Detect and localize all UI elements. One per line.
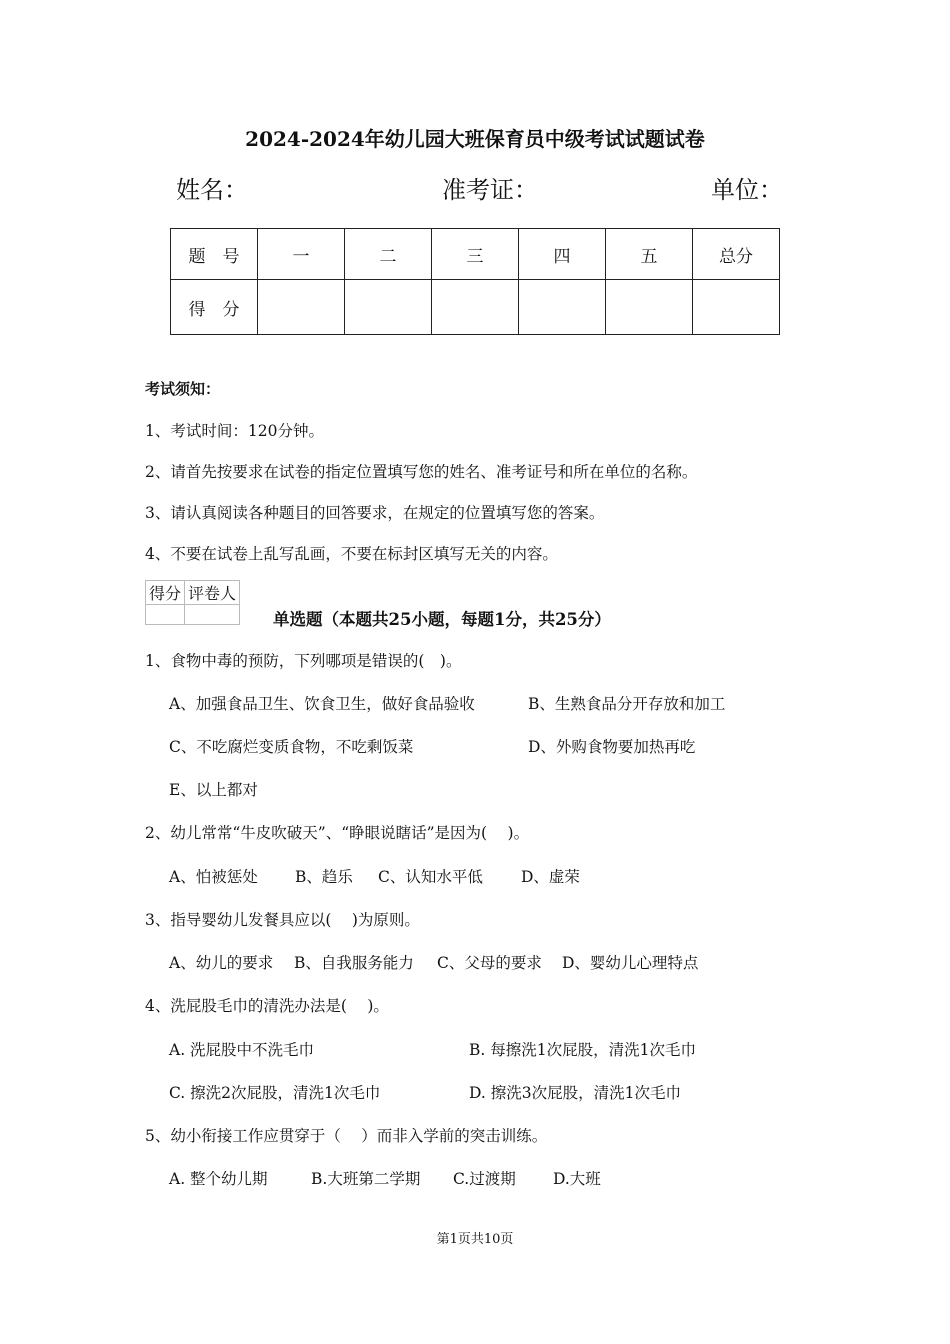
score-cell[interactable] bbox=[606, 280, 693, 335]
answer-option: D、外购食物要加热再吃 bbox=[528, 738, 696, 756]
grader-score-cell[interactable] bbox=[146, 605, 185, 625]
answer-option: A、幼儿的要求 bbox=[169, 954, 274, 972]
grader-name-cell[interactable] bbox=[185, 605, 240, 625]
unit-field-label: 单位： bbox=[711, 176, 783, 204]
answer-option: B、自我服务能力 bbox=[294, 954, 414, 972]
answer-option: D、虚荣 bbox=[521, 868, 580, 886]
question-stem: 5、幼小衔接工作应贯穿于（ ）而非入学前的突击训练。 bbox=[145, 1127, 548, 1145]
score-cell[interactable] bbox=[519, 280, 606, 335]
section-heading: 单选题（本题共25小题，每题1分，共25分） bbox=[273, 610, 611, 629]
answer-option: C、父母的要求 bbox=[437, 954, 542, 972]
score-table-header-cell: 三 bbox=[432, 229, 519, 280]
question-stem: 3、指导婴幼儿发餐具应以( )为原则。 bbox=[145, 911, 420, 929]
score-table-header-cell: 总分 bbox=[693, 229, 780, 280]
question-stem: 1、食物中毒的预防，下列哪项是错误的( )。 bbox=[145, 652, 462, 670]
answer-option: B.大班第二学期 bbox=[311, 1170, 421, 1188]
answer-option: A. 整个幼儿期 bbox=[169, 1170, 268, 1188]
notice-item: 3、请认真阅读各种题目的回答要求，在规定的位置填写您的答案。 bbox=[145, 504, 605, 522]
score-cell[interactable] bbox=[693, 280, 780, 335]
answer-option: A、加强食品卫生、饮食卫生，做好食品验收 bbox=[169, 695, 475, 713]
score-table-score-row bbox=[171, 280, 780, 335]
answer-option: A. 洗屁股中不洗毛巾 bbox=[169, 1041, 315, 1059]
score-table-header-row bbox=[171, 229, 780, 280]
notice-heading: 考试须知： bbox=[145, 380, 221, 398]
answer-option: B. 每擦洗1次屁股，清洗1次毛巾 bbox=[469, 1041, 696, 1059]
answer-option: C. 擦洗2次屁股，清洗1次毛巾 bbox=[169, 1084, 381, 1102]
answer-option: B、生熟食品分开存放和加工 bbox=[528, 695, 726, 713]
answer-option: C、不吃腐烂变质食物，不吃剩饭菜 bbox=[169, 738, 414, 756]
answer-option: C.过渡期 bbox=[453, 1170, 516, 1188]
exam-title: 2024-2024年幼儿园大班保育员中级考试试题试卷 bbox=[245, 127, 705, 151]
score-row-label: 得 分 bbox=[171, 280, 258, 335]
grader-box bbox=[145, 580, 240, 625]
answer-option: D、婴幼儿心理特点 bbox=[562, 954, 699, 972]
answer-option: D. 擦洗3次屁股，清洗1次毛巾 bbox=[469, 1084, 681, 1102]
answer-option: E、以上都对 bbox=[169, 781, 258, 799]
question-stem: 4、洗屁股毛巾的清洗办法是( )。 bbox=[145, 997, 389, 1015]
answer-option: B、趋乐 bbox=[295, 868, 353, 886]
answer-option: A、怕被惩处 bbox=[169, 868, 258, 886]
score-table-header-cell: 二 bbox=[345, 229, 432, 280]
notice-item: 4、不要在试卷上乱写乱画，不要在标封区填写无关的内容。 bbox=[145, 545, 558, 563]
score-table-header-cell: 四 bbox=[519, 229, 606, 280]
answer-option: C、认知水平低 bbox=[378, 868, 483, 886]
exam-number-field-label: 准考证： bbox=[442, 176, 538, 204]
score-table bbox=[170, 228, 780, 335]
score-table-header-cell: 五 bbox=[606, 229, 693, 280]
notice-item: 1、考试时间：120分钟。 bbox=[145, 422, 324, 440]
question-stem: 2、幼儿常常“牛皮吹破天”、“睁眼说瞎话”是因为( )。 bbox=[145, 824, 530, 842]
notice-item: 2、请首先按要求在试卷的指定位置填写您的姓名、准考证号和所在单位的名称。 bbox=[145, 463, 698, 481]
name-field-label: 姓名： bbox=[176, 176, 248, 204]
score-table-header-cell: 题 号 bbox=[171, 229, 258, 280]
grader-score-label: 得分 bbox=[146, 581, 185, 605]
score-cell[interactable] bbox=[258, 280, 345, 335]
grader-name-label: 评卷人 bbox=[185, 581, 240, 605]
score-cell[interactable] bbox=[345, 280, 432, 335]
score-table-header-cell: 一 bbox=[258, 229, 345, 280]
score-cell[interactable] bbox=[432, 280, 519, 335]
answer-option: D.大班 bbox=[553, 1170, 601, 1188]
page-footer: 第1页共10页 bbox=[436, 1232, 514, 1247]
